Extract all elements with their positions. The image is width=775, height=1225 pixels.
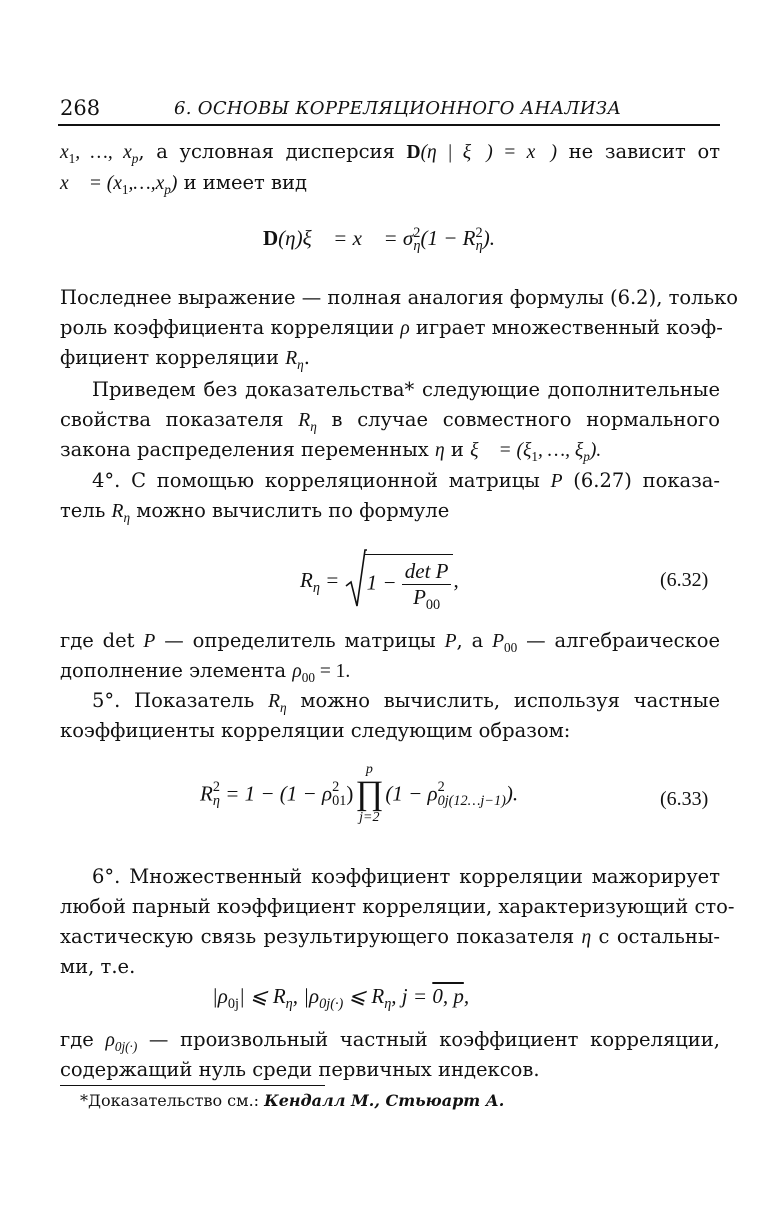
text-line: 6°. Множественный коэффициент корреляции мажорирует [92, 865, 720, 888]
text-line: фициент корреляции $R_\eta$. [60, 346, 310, 372]
text-line: x⃗ = $(x_1,\dots,x_p)$ и имеет вид [60, 171, 307, 197]
equation-inequality: $|\rho_{0j}|$ ⩽ $R_\eta$, $|\rho_{0j(\cdot)}$ ⩽ $R_\eta$, j = 0, p, [212, 984, 470, 1013]
text-line: где det P — определитель матрицы P, а $P_{00}$ — алгебраическое [60, 629, 720, 655]
footnote: *Доказательство см.: Кендалл М., Стьюарт А. [80, 1091, 505, 1110]
text-line: 5°. Показатель $R_\eta$ можно вычислить, используя частные [92, 689, 720, 715]
equation-6-33: R 2 η = 1 − (1 − ρ 2 01 ) p ∏ j=2 (1 − ρ 2 0j(12…j−1) ). [200, 762, 519, 825]
text-line: Приведем без доказательства* следующие дополнительные [92, 378, 720, 401]
equation-6-32: $R_\eta = 1$ − $\frac{\text{det P}}{P_{00}}$ , [300, 548, 459, 616]
text-line: содержащий нуль среди первичных индексов. [60, 1058, 540, 1081]
running-title: 6. ОСНОВЫ КОРРЕЛЯЦИОННОГО АНАЛИЗА [174, 98, 622, 119]
text-line: свойства показателя $R_\eta$ в случае совместного нормального [60, 408, 720, 434]
equation-conditional-variance: D(η)ξ⃗ = x⃗ = $\sigma^2_\eta(1 - R^2_\eta)$. [263, 225, 495, 255]
sqrt-sign [345, 548, 367, 616]
text-line: Последнее выражение — полная аналогия формулы (6.2), только [60, 286, 739, 309]
text-line: где $\rho_{0j(\cdot)}$ — произвольный частный коэффициент корреляции, [60, 1028, 720, 1054]
text-line: 4°. С помощью корреляционной матрицы P (6.27) показа- [92, 469, 721, 492]
equation-number-6-32: (6.32) [660, 569, 709, 591]
text-line: закона распределения переменных η и ξ⃗ = ($\xi_1$, …, $\xi_p$). [60, 438, 602, 464]
text-line: дополнение элемента $\rho_{00} = 1$. [60, 659, 351, 685]
page-header [58, 94, 720, 126]
text-line: ми, т.е. [60, 955, 136, 978]
text-line: любой парный коэффициент корреляции, характеризующий сто- [60, 895, 735, 918]
text-line: $x_1$, …, $x_p$, а условная дисперсия D(η | ξ⃗) = x⃗) не зависит от [60, 140, 721, 166]
page-number: 268 [60, 96, 101, 120]
text-line: роль коэффициента корреляции ρ играет множественный коэф- [60, 316, 723, 339]
footnote-divider [60, 1085, 325, 1086]
text-line: коэффициенты корреляции следующим образом: [60, 719, 571, 742]
text-line: тель $R_\eta$ можно вычислить по формуле [60, 499, 450, 525]
text-line: хастическую связь результирующего показателя η с остальны- [60, 925, 720, 948]
product-operator: p ∏ j=2 [355, 762, 384, 825]
equation-number-6-33: (6.33) [660, 788, 709, 810]
